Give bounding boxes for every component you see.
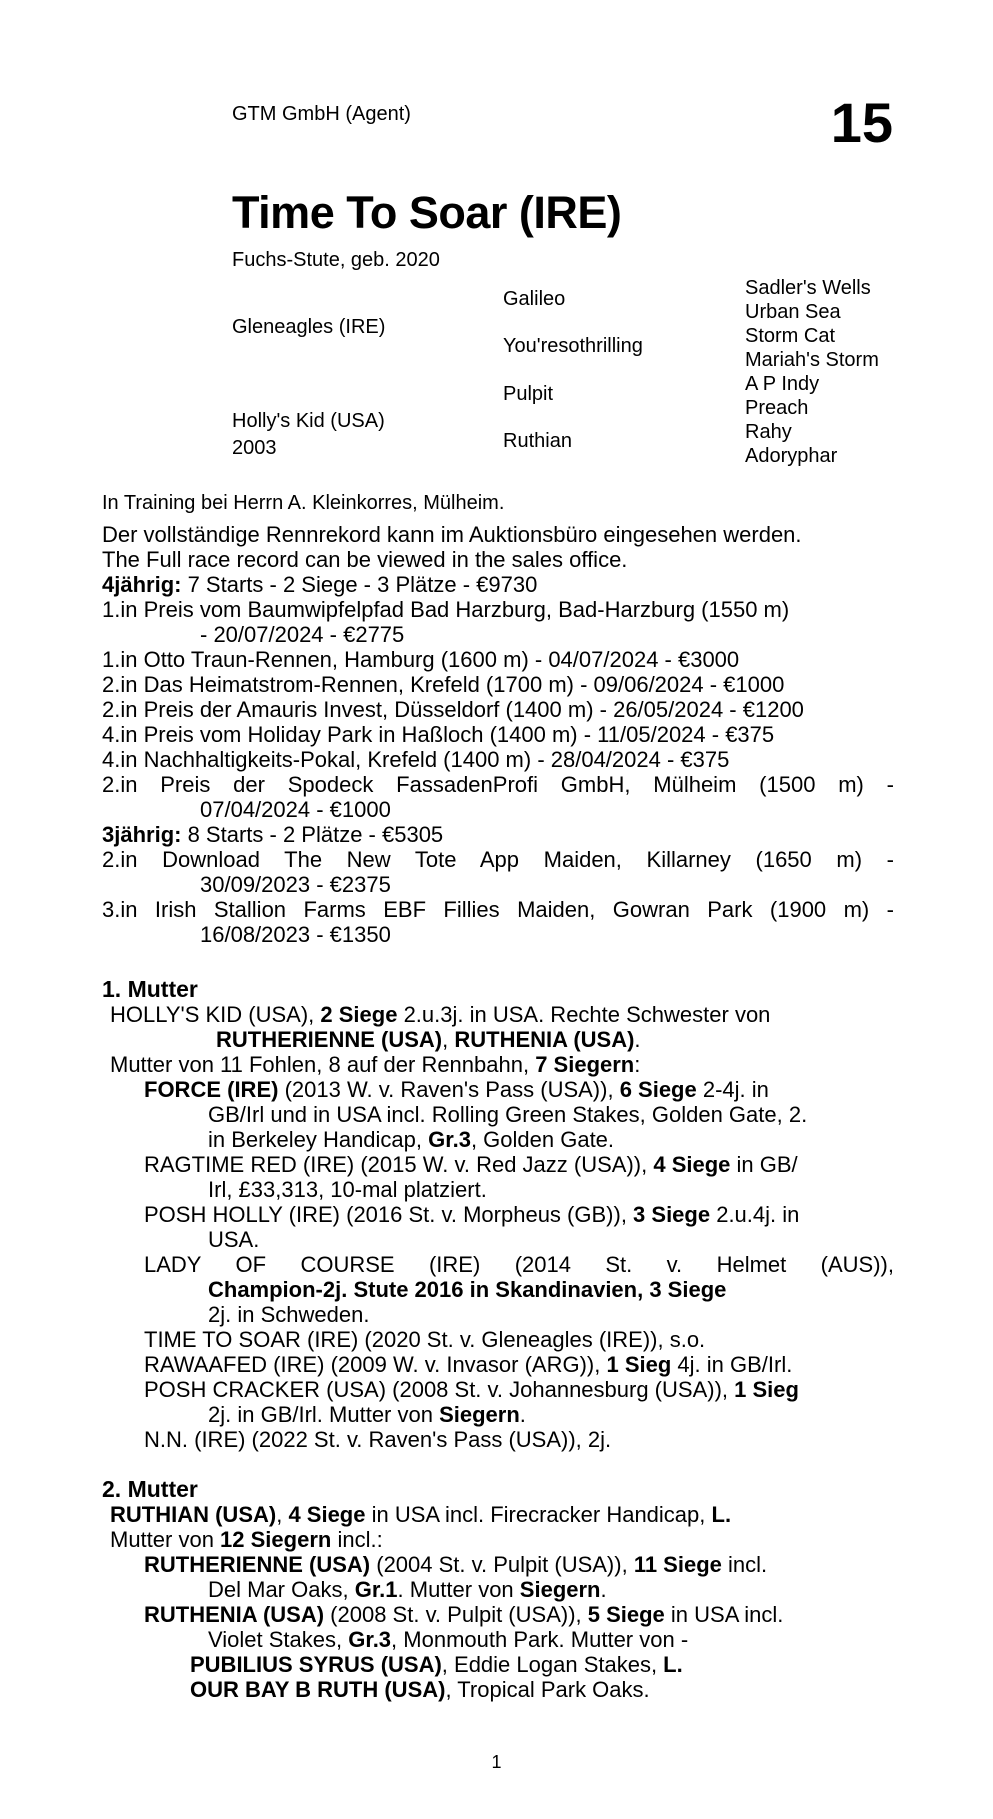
- horse-name: Time To Soar (IRE): [232, 187, 622, 238]
- text-segment: 11 Siege: [633, 1552, 722, 1577]
- age3-label: 3jährig:: [102, 822, 182, 847]
- produce-entry-cont: 2j. in Schweden.: [208, 1302, 370, 1327]
- first-dam-siblings: [102, 1027, 894, 1052]
- pedigree-gen3-item: Storm Cat: [745, 325, 836, 347]
- text-segment: L.: [711, 1502, 732, 1527]
- produce-entry: N.N. (IRE) (2022 St. v. Raven's Pass (USA)), 2j.: [144, 1427, 612, 1452]
- text-segment: 1 Sieg: [734, 1377, 799, 1402]
- produce-entry: [102, 1602, 894, 1627]
- produce-entry: [102, 1077, 894, 1102]
- text-segment: .: [600, 1577, 607, 1602]
- text-segment: in USA incl.: [664, 1602, 784, 1627]
- pedigree-gen3-item: Urban Sea: [745, 301, 841, 323]
- text-segment: RUTHENIA (USA): [454, 1027, 635, 1052]
- produce-entry: [102, 1202, 894, 1227]
- pedigree-gen3-item: Mariah's Storm: [745, 349, 879, 371]
- pedigree-gen3-item: Adoryphar: [745, 445, 838, 467]
- text-segment: POSH HOLLY (IRE) (2016 St. v. Morpheus (GB)),: [144, 1202, 634, 1227]
- text-segment: OUR BAY B RUTH (USA): [190, 1677, 446, 1702]
- text-segment: RAGTIME RED (IRE) (2015 W. v. Red Jazz (USA)),: [144, 1152, 654, 1177]
- text-segment: :: [634, 1052, 641, 1077]
- text-segment: Gr.3: [348, 1627, 392, 1652]
- produce-entry-cont: [102, 1277, 894, 1302]
- first-dam-heading: 1. Mutter: [102, 976, 198, 1002]
- pedigree-dam-year: 2003: [232, 437, 277, 459]
- produce-entry: [102, 1152, 894, 1177]
- race-entry: 4.in Preis vom Holiday Park in Haßloch (1400 m) - 11/05/2024 - €375: [102, 722, 775, 747]
- text-segment: Champion-2j. Stute 2016 in Skandinavien, 3 Siege: [208, 1277, 727, 1302]
- text-segment: 4 Siege: [653, 1152, 731, 1177]
- text-segment: 2 Siege: [320, 1002, 398, 1027]
- text-segment: Gr.1: [354, 1577, 398, 1602]
- age3-summary: [102, 822, 894, 847]
- race-entry-cont: 07/04/2024 - €1000: [200, 797, 391, 822]
- text-segment: Siegern: [439, 1402, 520, 1427]
- text-segment: 2.u.3j. in USA. Rechte Schwester von: [397, 1002, 771, 1027]
- pedigree-dam-dam: Ruthian: [503, 430, 572, 452]
- text-segment: , Eddie Logan Stakes,: [441, 1652, 664, 1677]
- produce-entry-cont: [102, 1577, 894, 1602]
- text-segment: FORCE (IRE): [144, 1077, 279, 1102]
- pedigree-gen3: [745, 276, 879, 468]
- grand-produce-entry: [102, 1677, 894, 1702]
- text-segment: 3 Siege: [633, 1202, 711, 1227]
- text-segment: 2j. in GB/Irl. Mutter von: [208, 1402, 440, 1427]
- race-record-note-de: Der vollständige Rennrekord kann im Auktionsbüro eingesehen werden.: [102, 522, 802, 547]
- produce-entry-cont: Irl, £33,313, 10-mal platziert.: [208, 1177, 487, 1202]
- text-segment: in Berkeley Handicap,: [208, 1127, 429, 1152]
- produce-entry: TIME TO SOAR (IRE) (2020 St. v. Gleneagles (IRE)), s.o.: [144, 1327, 706, 1352]
- race-entry-cont: 30/09/2023 - €2375: [200, 872, 391, 897]
- race-record-note-en: The Full race record can be viewed in the sales office.: [102, 547, 628, 572]
- text-segment: HOLLY'S KID (USA),: [110, 1002, 321, 1027]
- age4-summary: [102, 572, 894, 597]
- produce-entry-cont: [102, 1627, 894, 1652]
- race-entry: 4.in Nachhaltigkeits-Pokal, Krefeld (1400 m) - 28/04/2024 - €375: [102, 747, 730, 772]
- agent-name: GTM GmbH (Agent): [232, 103, 411, 125]
- text-segment: 7 Siegern: [535, 1052, 635, 1077]
- text-segment: incl.:: [331, 1527, 383, 1552]
- pedigree-dam: Holly's Kid (USA): [232, 410, 385, 432]
- text-segment: .: [634, 1027, 641, 1052]
- text-segment: 12 Siegern: [220, 1527, 332, 1552]
- text-segment: RUTHERIENNE (USA): [144, 1552, 371, 1577]
- produce-entry-cont: [102, 1127, 894, 1152]
- lot-number: 15: [830, 91, 893, 154]
- text-segment: 1 Sieg: [606, 1352, 672, 1377]
- text-segment: Gr.3: [428, 1127, 471, 1152]
- text-segment: (2008 St. v. Pulpit (USA)),: [324, 1602, 588, 1627]
- text-segment: in GB/: [730, 1152, 798, 1177]
- produce-entry: [102, 1352, 894, 1377]
- text-segment: L.: [663, 1652, 683, 1677]
- text-segment: .: [519, 1402, 526, 1427]
- text-segment: RUTHENIA (USA): [144, 1602, 325, 1627]
- race-entry: 2.in Preis der Spodeck FassadenProfi GmbH, Mülheim (1500 m) -: [102, 772, 894, 797]
- second-dam-heading: 2. Mutter: [102, 1476, 198, 1502]
- first-dam-section: [102, 977, 894, 1452]
- text-segment: 4 Siege: [288, 1502, 366, 1527]
- text-segment: , Golden Gate.: [470, 1127, 615, 1152]
- pedigree-gen3-item: A P Indy: [745, 373, 820, 395]
- text-segment: 2-4j. in: [696, 1077, 769, 1102]
- text-segment: ,: [442, 1027, 455, 1052]
- text-segment: , Monmouth Park. Mutter von -: [391, 1627, 689, 1652]
- text-segment: , Tropical Park Oaks.: [445, 1677, 650, 1702]
- text-segment: ,: [276, 1502, 289, 1527]
- horse-description: Fuchs-Stute, geb. 2020: [232, 249, 440, 271]
- produce-entry: [102, 1377, 894, 1402]
- text-segment: RUTHERIENNE (USA): [216, 1027, 443, 1052]
- second-dam-produce-summary: [102, 1527, 894, 1552]
- pedigree-gen3-item: Preach: [745, 397, 809, 419]
- produce-entry-cont: USA.: [208, 1227, 260, 1252]
- text-segment: 4j. in GB/Irl.: [671, 1352, 793, 1377]
- text-segment: RUTHIAN (USA): [110, 1502, 277, 1527]
- text-segment: Mutter von: [110, 1527, 221, 1552]
- text-segment: PUBILIUS SYRUS (USA): [190, 1652, 442, 1677]
- second-dam-section: [102, 1477, 894, 1702]
- second-dam-line: [102, 1502, 894, 1527]
- text-segment: POSH CRACKER (USA) (2008 St. v. Johannesburg (USA)),: [144, 1377, 735, 1402]
- text-segment: 6 Siege: [619, 1077, 697, 1102]
- text-segment: Mutter von 11 Fohlen, 8 auf der Rennbahn,: [110, 1052, 536, 1077]
- text-segment: in USA incl. Firecracker Handicap,: [365, 1502, 712, 1527]
- race-entry: 3.in Irish Stallion Farms EBF Fillies Maiden, Gowran Park (1900 m) -: [102, 897, 894, 922]
- text-segment: Del Mar Oaks,: [208, 1577, 355, 1602]
- text-segment: incl.: [721, 1552, 768, 1577]
- age3-summary-text: 8 Starts - 2 Plätze - €5305: [181, 822, 444, 847]
- produce-entry: [102, 1552, 894, 1577]
- pedigree-sire: Gleneagles (IRE): [232, 316, 386, 338]
- produce-entry-cont: GB/Irl und in USA incl. Rolling Green Stakes, Golden Gate, 2.: [208, 1102, 808, 1127]
- race-entry: 2.in Download The New Tote App Maiden, Killarney (1650 m) -: [102, 847, 894, 872]
- race-entry: 1.in Preis vom Baumwipfelpfad Bad Harzburg, Bad-Harzburg (1550 m): [102, 597, 790, 622]
- text-segment: 5 Siege: [587, 1602, 665, 1627]
- training-note: In Training bei Herrn A. Kleinkorres, Mülheim.: [102, 492, 505, 514]
- pedigree-gen3-item: Sadler's Wells: [745, 277, 871, 299]
- race-entry: 2.in Preis der Amauris Invest, Düsseldorf (1400 m) - 26/05/2024 - €1200: [102, 697, 804, 722]
- page-number: 1: [491, 1752, 502, 1772]
- text-segment: Violet Stakes,: [208, 1627, 349, 1652]
- first-dam-produce-summary: [102, 1052, 894, 1077]
- produce-entry-cont: [102, 1402, 894, 1427]
- produce-entry: LADY OF COURSE (IRE) (2014 St. v. Helmet (AUS)),: [144, 1252, 894, 1277]
- race-entry-cont: - 20/07/2024 - €2775: [200, 622, 405, 647]
- grand-produce-entry: [102, 1652, 894, 1677]
- text-segment: . Mutter von: [397, 1577, 520, 1602]
- pedigree-dam-sire: Pulpit: [503, 383, 554, 405]
- age4-summary-text: 7 Starts - 2 Siege - 3 Plätze - €9730: [181, 572, 538, 597]
- text-segment: (2013 W. v. Raven's Pass (USA)),: [278, 1077, 620, 1102]
- pedigree-sire-sire: Galileo: [503, 288, 566, 310]
- first-dam-line: [102, 1002, 894, 1027]
- race-entry: 1.in Otto Traun-Rennen, Hamburg (1600 m) - 04/07/2024 - €3000: [102, 647, 740, 672]
- pedigree-gen3-item: Rahy: [745, 421, 792, 443]
- race-entry-cont: 16/08/2023 - €1350: [200, 922, 391, 947]
- text-segment: 2.u.4j. in: [710, 1202, 800, 1227]
- race-record: [102, 522, 894, 947]
- text-segment: RAWAAFED (IRE) (2009 W. v. Invasor (ARG)),: [144, 1352, 607, 1377]
- text-segment: (2004 St. v. Pulpit (USA)),: [370, 1552, 634, 1577]
- race-entry: 2.in Das Heimatstrom-Rennen, Krefeld (1700 m) - 09/06/2024 - €1000: [102, 672, 785, 697]
- pedigree-sire-dam: You'resothrilling: [503, 335, 643, 357]
- age4-label: 4jährig:: [102, 572, 182, 597]
- text-segment: Siegern: [519, 1577, 601, 1602]
